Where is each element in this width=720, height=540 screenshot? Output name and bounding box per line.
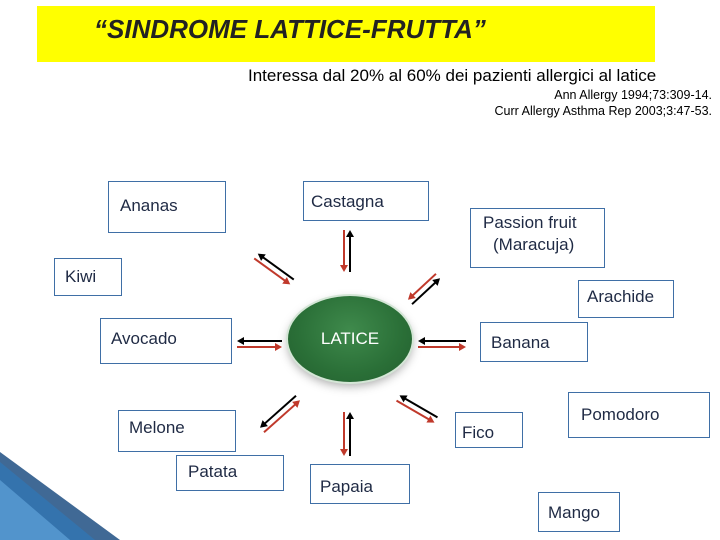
arrow-banana — [418, 337, 466, 351]
arrow-kiwi — [254, 254, 294, 285]
node-passion-fruit — [470, 208, 605, 268]
node-label: Arachide — [587, 287, 655, 306]
node-arachide — [578, 280, 674, 318]
node-label: Patata — [188, 462, 238, 481]
arrow-avocado — [237, 337, 282, 351]
node-label: Fico — [462, 423, 495, 442]
arrow-passion — [408, 274, 440, 304]
node-label: Castagna — [311, 192, 384, 211]
center-node-latice — [288, 296, 412, 382]
arrow-castagna — [340, 230, 354, 272]
node-label: Papaia — [320, 477, 373, 496]
node-ananas — [108, 181, 226, 233]
node-mango — [538, 492, 620, 532]
node-papaia — [310, 464, 410, 504]
page-title: “SINDROME LATTICE-FRUTTA” — [94, 14, 486, 44]
node-label: Banana — [491, 333, 550, 352]
node-label: Pomodoro — [581, 405, 660, 424]
node-patata — [176, 455, 284, 491]
node-fico — [455, 412, 523, 448]
node-pomodoro — [568, 392, 710, 438]
node-melone — [118, 410, 236, 452]
node-label: Melone — [129, 418, 185, 437]
node-label-line2: (Maracuja) — [493, 235, 575, 254]
node-banana — [480, 322, 588, 362]
node-label: Mango — [548, 503, 600, 522]
reference-1: Ann Allergy 1994;73:309-14. — [554, 88, 712, 102]
arrow-melone — [260, 396, 300, 432]
node-label: Ananas — [120, 196, 178, 215]
node-label: Kiwi — [65, 267, 97, 286]
arrow-papaia — [340, 412, 354, 456]
center-label: LATICE — [320, 329, 380, 348]
node-castagna — [303, 181, 429, 221]
reference-2: Curr Allergy Asthma Rep 2003;3:47-53. — [494, 104, 712, 118]
subtitle: Interessa dal 20% al 60% dei pazienti allergici al latice — [248, 66, 657, 85]
node-kiwi — [54, 258, 122, 296]
node-label: Avocado — [111, 329, 177, 348]
node-label-line1: Passion fruit — [483, 213, 577, 232]
arrow-fico — [396, 395, 437, 422]
node-avocado — [100, 318, 232, 364]
